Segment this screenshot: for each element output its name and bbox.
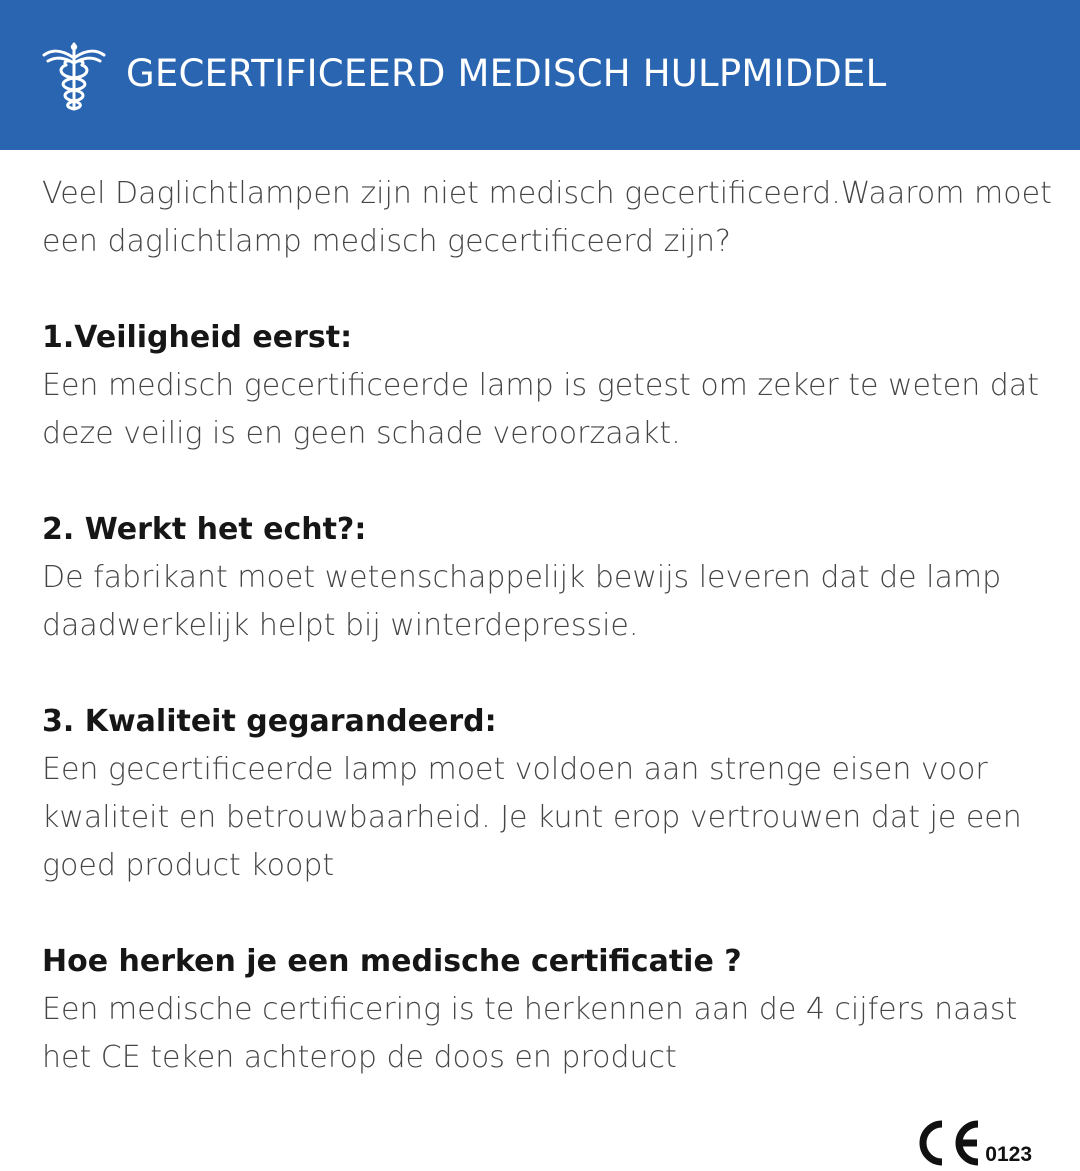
section-safety (42, 314, 1052, 458)
section-effectiveness (42, 506, 1052, 650)
caduceus-icon (40, 40, 108, 112)
ce-number: 0123 (985, 1143, 1032, 1166)
section-quality (42, 698, 1052, 890)
section-body: Een medische certificering is te herkennen aan de 4 cijfers naast het CE teken achterop de doos en product (42, 992, 1018, 1075)
section-heading: 2. Werkt het echt?: (42, 512, 367, 547)
section-heading: 1.Veiligheid eerst: (42, 320, 353, 355)
section-body: Een gecertificeerde lamp moet voldoen aan strenge eisen voor kwaliteit en betrouwbaarheid. Je kunt erop vertrouwen dat je een goed product koopt (42, 752, 1022, 883)
intro-paragraph: Veel Daglichtlampen zijn niet medisch gecertificeerd.Waarom moet een daglichtlamp medisch gecertificeerd zijn? (42, 176, 1052, 259)
ce-mark-icon (911, 1119, 983, 1167)
section-body: Een medisch gecertificeerde lamp is getest om zeker te weten dat deze veilig is en geen schade veroorzaakt. (42, 368, 1039, 451)
header-title: GECERTIFICEERD MEDISCH HULPMIDDEL (126, 52, 887, 95)
article-content (42, 170, 1052, 1082)
section-recognition (42, 938, 1052, 1082)
section-heading: Hoe herken je een medische certificatie ? (42, 944, 742, 979)
section-heading: 3. Kwaliteit gegarandeerd: (42, 704, 497, 739)
header-banner (0, 0, 1080, 150)
ce-certification-mark (911, 1119, 1032, 1167)
section-body: De fabrikant moet wetenschappelijk bewijs leveren dat de lamp daadwerkelijk helpt bij winterdepressie. (42, 560, 1002, 643)
